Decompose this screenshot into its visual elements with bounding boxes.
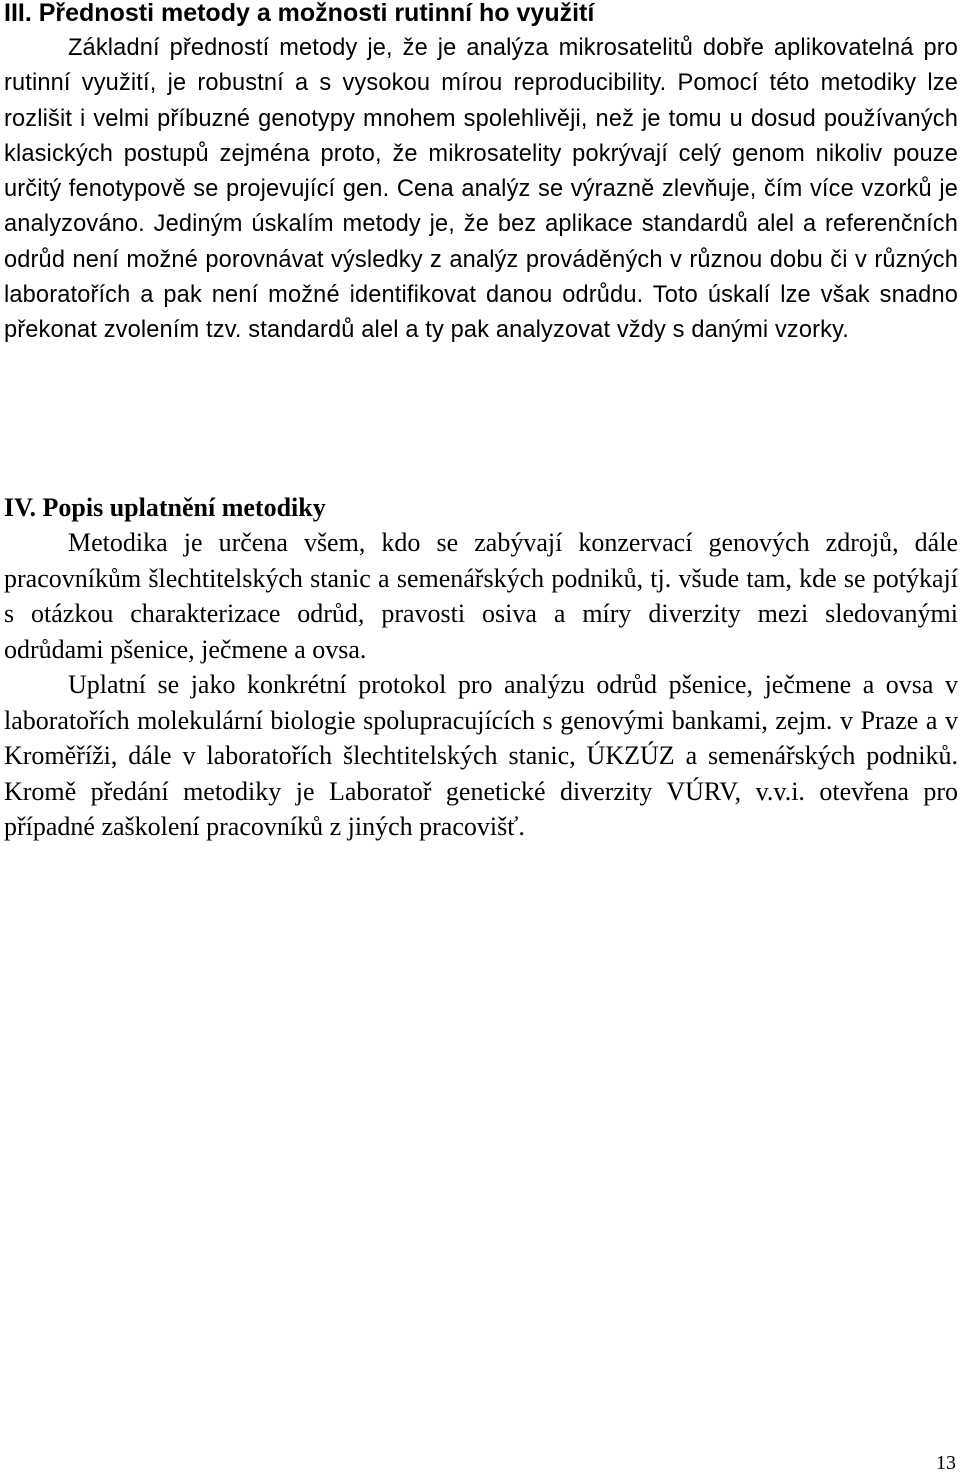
paragraph-target-users: Metodika je určena všem, kdo se zabývají konzervací genových zdrojů, dále pracovníkům šlechtitelských stanic a semenářských podniků, tj. všude tam, kde se potýkají s otázkou charakterizace odrůd, pravosti osiva a míry diverzity mezi sledovanými odrůdami pšenice, ječmene a ovsa.	[4, 528, 958, 664]
page-number: 13	[936, 1452, 956, 1474]
paragraph-advantages: Základní předností metody je, že je analýza mikrosatelitů dobře aplikovatelná pro rutinní využití, je robustní a s vysokou mírou reproducibility. Pomocí této metodiky lze rozlišit i velmi příbuzné genotypy mnohem spolehlivěji, než je tomu u dosud používaných klasických postupů zejména proto, že mikrosatelity pokrývají celý genom nikoliv pouze určitý fenotypově se projevující gen. Cena analýz se výrazně zlevňuje, čím více vzorků je analyzováno. Jediným úskalím metody je, že bez aplikace standardů alel a referenčních odrůd není možné porovnávat výsledky z analýz prováděných v různou dobu či v různých laboratořích a pak není možné identifikovat danou odrůdu. Toto úskalí lze však snadno překonat zvolením tzv. standardů alel a ty pak analyzovat vždy s danými vzorky.	[4, 35, 958, 344]
section-heading-application: IV. Popis uplatnění metodiky	[4, 493, 326, 522]
section-heading-advantages: III. Přednosti metody a možnosti rutinní ho využití	[4, 0, 595, 27]
section-application	[4, 490, 958, 845]
section-advantages	[4, 0, 958, 349]
paragraph-usage-labs: Uplatní se jako konkrétní protokol pro analýzu odrůd pšenice, ječmene a ovsa v laboratořích molekulární biologie spolupracujících s genovými bankami, zejm. v Praze a v Kroměříži, dále v laboratořích šlechtitelských stanic, ÚKZÚZ a semenářských podniků. Kromě předání metodiky je Laboratoř genetické diverzity VÚRV, v.v.i. otevřena pro případné zaškolení pracovníků z jiných pracovišť.	[4, 670, 958, 841]
